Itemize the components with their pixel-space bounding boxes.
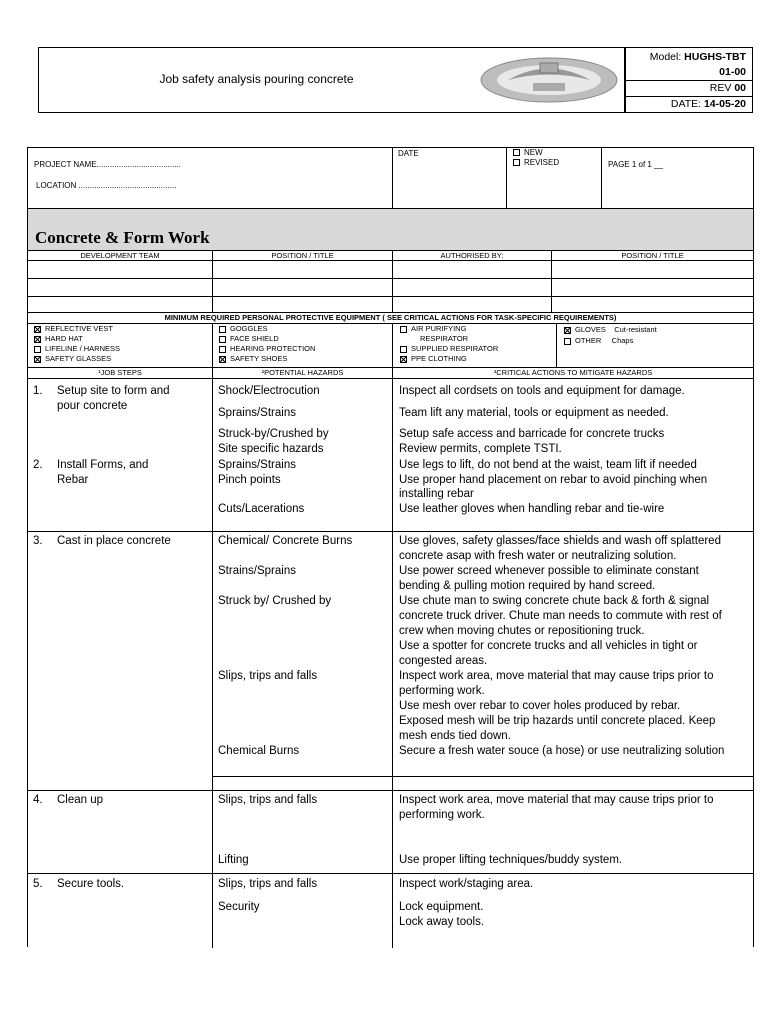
reflective-vest-checkbox[interactable] bbox=[34, 326, 41, 333]
hazard-item: Struck-by/Crushed by bbox=[218, 428, 329, 440]
model-info-box bbox=[625, 47, 753, 113]
hazard-item: Chemical/ Concrete Burns bbox=[218, 535, 353, 547]
step-1-number: 1. bbox=[33, 385, 43, 397]
action-line: performing work. bbox=[399, 809, 485, 821]
action-line: Use a spotter for concrete trucks and all vehicles in tight or bbox=[399, 640, 698, 652]
action-line: Use mesh over rebar to cover holes produced by rebar. bbox=[399, 700, 681, 712]
ppe-col-2: GOGGLES FACE SHIELD HEARING PROTECTION SAFETY SHOES bbox=[219, 324, 315, 364]
face-shield-checkbox[interactable] bbox=[219, 336, 226, 343]
hazard-item: Site specific hazards bbox=[218, 443, 324, 455]
safety-shoes-checkbox[interactable] bbox=[219, 356, 226, 363]
ppe-header: MINIMUM REQUIRED PERSONAL PROTECTIVE EQUIPMENT ( SEE CRITICAL ACTIONS FOR TASK-SPECIFIC REQUIREMENTS) bbox=[164, 313, 617, 322]
step-1-text-2: pour concrete bbox=[57, 400, 128, 412]
rev-value: 00 bbox=[734, 82, 746, 94]
other-note: Chaps bbox=[611, 336, 634, 345]
date-label: DATE: bbox=[670, 98, 702, 110]
action-line: Inspect work area, move material that may cause trips prior to bbox=[399, 670, 714, 682]
step-4-text: Clean up bbox=[57, 794, 104, 806]
hazard-item: Slips, trips and falls bbox=[218, 670, 318, 682]
rev-label: REV bbox=[709, 82, 732, 94]
model-value: HUGHS-TBT bbox=[684, 51, 746, 63]
hazard-item: Strains/Sprains bbox=[218, 565, 296, 577]
model-label: Model: bbox=[649, 51, 682, 63]
other-checkbox[interactable] bbox=[564, 338, 571, 345]
action-line: Lock equipment. bbox=[399, 901, 484, 913]
team-header-position-2: POSITION / TITLE bbox=[621, 251, 684, 260]
step-3-number: 3. bbox=[33, 535, 43, 547]
step-2-text-2: Rebar bbox=[57, 474, 89, 486]
hazard-item: Struck by/ Crushed by bbox=[218, 595, 332, 607]
action-line: Use proper lifting techniques/buddy system. bbox=[399, 854, 623, 866]
header-potential-hazards: ²POTENTIAL HAZARDS bbox=[261, 368, 344, 377]
team-header-position: POSITION / TITLE bbox=[271, 251, 334, 260]
supplied-respirator-checkbox[interactable] bbox=[400, 346, 407, 353]
page-number: PAGE 1 of 1 __ bbox=[608, 160, 663, 169]
document-title: Job safety analysis pouring concrete bbox=[159, 72, 354, 86]
hazard-item: Slips, trips and falls bbox=[218, 794, 318, 806]
air-purifying-checkbox[interactable] bbox=[400, 326, 407, 333]
team-header-development: DEVELOPMENT TEAM bbox=[80, 251, 160, 260]
date-field-label: DATE bbox=[398, 149, 419, 158]
action-line: Inspect all cordsets on tools and equipment for damage. bbox=[399, 385, 685, 397]
header-critical-actions: ³CRITICAL ACTIONS TO MITIGATE HAZARDS bbox=[493, 368, 653, 377]
hearing-protection-checkbox[interactable] bbox=[219, 346, 226, 353]
hazard-item: Pinch points bbox=[218, 474, 281, 486]
goggles-checkbox[interactable] bbox=[219, 326, 226, 333]
step-2-text: Install Forms, and bbox=[57, 459, 149, 471]
date-value: 14-05-20 bbox=[703, 98, 746, 110]
action-line: Use proper hand placement on rebar to avoid pinching when bbox=[399, 474, 708, 486]
model-value-line2: 01-00 bbox=[719, 66, 746, 78]
action-line: crew when moving chutes or repositioning truck. bbox=[399, 625, 645, 637]
ppe-col-1: REFLECTIVE VEST HARD HAT LIFELINE / HARNESS SAFETY GLASSES bbox=[34, 324, 120, 364]
revised-label: REVISED bbox=[524, 158, 560, 167]
action-line: installing rebar bbox=[399, 488, 474, 500]
step-5-number: 5. bbox=[33, 878, 43, 890]
step-4-number: 4. bbox=[33, 794, 43, 806]
action-line: mesh ends tied down. bbox=[399, 730, 511, 742]
hazard-item: Sprains/Strains bbox=[218, 459, 296, 471]
action-line: Team lift any material, tools or equipment as needed. bbox=[399, 407, 669, 419]
action-line: Use power screed whenever possible to eliminate constant bbox=[399, 565, 699, 577]
section-title: Concrete & Form Work bbox=[35, 228, 210, 247]
action-line: Lock away tools. bbox=[399, 916, 485, 928]
action-line: Use chute man to swing concrete chute back & forth & signal bbox=[399, 595, 710, 607]
new-checkbox[interactable] bbox=[513, 149, 520, 156]
new-label: NEW bbox=[524, 148, 543, 157]
action-line: Setup safe access and barricade for concrete trucks bbox=[399, 428, 665, 440]
step-2-number: 2. bbox=[33, 459, 43, 471]
header-job-steps: ¹JOB STEPS bbox=[98, 368, 142, 377]
location-field: LOCATION ............................................ bbox=[36, 181, 177, 190]
hazard-item: Cuts/Lacerations bbox=[218, 503, 305, 515]
company-logo bbox=[478, 55, 620, 105]
team-header-authorised: AUTHORISED BY: bbox=[440, 251, 504, 260]
hazard-item: Security bbox=[218, 901, 260, 913]
ppe-col-3: AIR PURIFYING RESPIRATOR SUPPLIED RESPIRATOR PPE CLOTHING bbox=[400, 324, 498, 364]
hazard-item: Chemical Burns bbox=[218, 745, 300, 757]
ppe-col-4: GLOVES Cut-resistant OTHER Chaps bbox=[564, 324, 657, 346]
action-line: concrete truck driver. Chute man needs to commute with rest of bbox=[399, 610, 722, 622]
action-line: Review permits, complete TSTI. bbox=[399, 443, 562, 455]
hazard-item: Lifting bbox=[218, 854, 249, 866]
action-line: concrete asap with fresh water or neutralizing solution. bbox=[399, 550, 677, 562]
action-line: Use legs to lift, do not bend at the waist, team lift if needed bbox=[399, 459, 697, 471]
step-5-text: Secure tools. bbox=[57, 878, 125, 890]
gloves-note: Cut-resistant bbox=[614, 325, 657, 334]
action-line: Inspect work/staging area. bbox=[399, 878, 534, 890]
action-line: Use leather gloves when handling rebar and tie-wire bbox=[399, 503, 665, 515]
action-line: Inspect work area, move material that may cause trips prior to bbox=[399, 794, 714, 806]
action-line: congested areas. bbox=[399, 655, 488, 667]
action-line: bending & pulling motion required by hand screed. bbox=[399, 580, 656, 592]
action-line: Use gloves, safety glasses/face shields and wash off splattered bbox=[399, 535, 721, 547]
gloves-checkbox[interactable] bbox=[564, 327, 571, 334]
action-line: Secure a fresh water souce (a hose) or use neutralizing solution bbox=[399, 745, 725, 757]
hazard-item: Slips, trips and falls bbox=[218, 878, 318, 890]
hazard-item: Shock/Electrocution bbox=[218, 385, 320, 397]
step-3-text: Cast in place concrete bbox=[57, 535, 171, 547]
revised-checkbox[interactable] bbox=[513, 159, 520, 166]
project-name-field: PROJECT NAME...................................... bbox=[34, 160, 181, 169]
hard-hat-checkbox[interactable] bbox=[34, 336, 41, 343]
lifeline-harness-checkbox[interactable] bbox=[34, 346, 41, 353]
action-line: Exposed mesh will be trip hazards until concrete placed. Keep bbox=[399, 715, 716, 727]
hazard-item: Sprains/Strains bbox=[218, 407, 296, 419]
ppe-clothing-checkbox[interactable] bbox=[400, 356, 407, 363]
action-line: performing work. bbox=[399, 685, 485, 697]
step-1-text: Setup site to form and bbox=[57, 385, 170, 397]
jsa-form bbox=[27, 147, 754, 947]
safety-glasses-checkbox[interactable] bbox=[34, 356, 41, 363]
